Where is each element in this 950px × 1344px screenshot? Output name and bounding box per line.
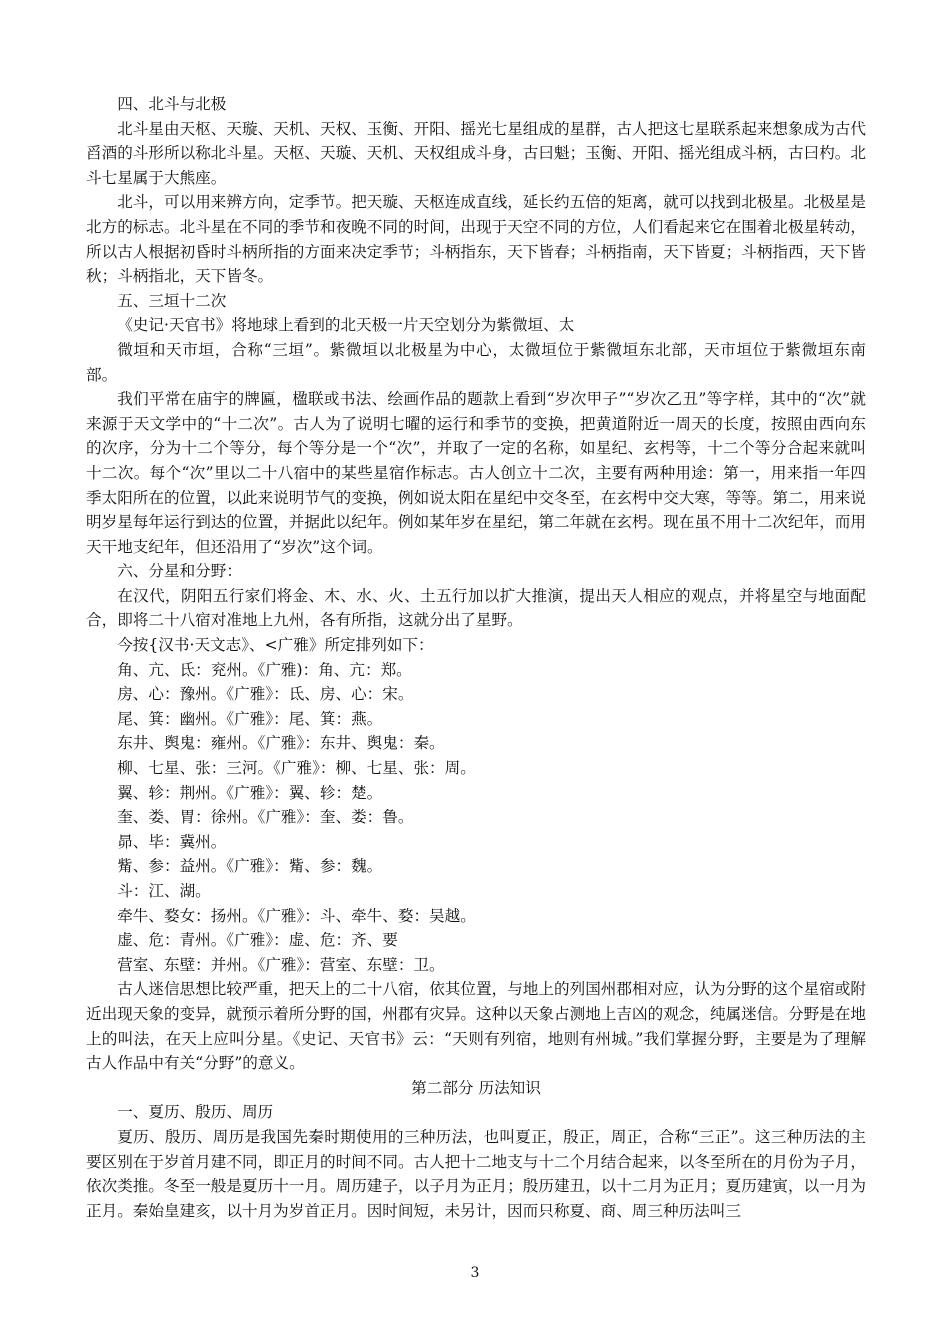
list-item: 觜、参：益州。《广雅》：觜、参：魏。 <box>117 857 383 876</box>
list-item: 尾、箕：幽州。《广雅》：尾、箕：燕。 <box>117 709 383 728</box>
section-heading: 四、北斗与北极 <box>117 95 227 113</box>
list-item: 东井、舆鬼：雍州。《广雅》：东井、舆鬼：秦。 <box>117 734 445 753</box>
paragraph: 《史记·天官书》将地球上看到的北天极一片天空划分为紫微垣、太 <box>117 316 575 335</box>
paragraph: 北斗，可以用来辨方向，定季节。把天璇、天枢连成直线，延长约五倍的矩离，就可以找到北极星。北极星是北方的标志。北斗星在不同的季节和夜晚不同的时间，出现于天空不同的方位，人们看起来它在围着北极星转动，所以古人根据初昏时斗柄所指的方面来决定季节；斗柄指东，天下皆春；斗柄指南，天下皆夏；斗柄指西，天下皆秋；斗柄指北，天下皆冬。 <box>86 193 866 286</box>
paragraph: 夏历、殷历、周历是我国先秦时期使用的三种历法，也叫夏正，殷正，周正，合称“三正”。这三种历法的主要区别在于岁首月建不同，即正月的时间不同。古人把十二地支与十二个月结合起来，以冬至所在的月份为子月，依次类推。冬至一般是夏历十一月。周历建子，以子月为正月；殷历建丑，以十二月为正月；夏历建寅，以一月为正月。秦始皇建亥，以十月为岁首正月。因时间短，未另计，因而只称夏、商、周三种历法叫三 <box>86 1127 866 1220</box>
page-number: 3 <box>470 1265 480 1281</box>
list-item: 斗：江、湖。 <box>117 882 211 900</box>
list-item: 柳、七星、张：三河。《广雅》：柳、七星、张：周。 <box>117 759 476 778</box>
list-item: 奎、娄、胃：徐州。《广雅》：奎、娄：鲁。 <box>117 808 414 827</box>
list-item: 虚、危：青州。《广雅》：虚、危：齐、要 <box>117 931 398 950</box>
paragraph: 北斗星由天枢、天璇、天机、天权、玉衡、开阳、摇光七星组成的星群，古人把这七星联系起来想象成为古代舀酒的斗形所以称北斗星。天枢、天璇、天机、天权组成斗身，古曰魁；玉衡、开阳、摇光组成斗柄，古曰杓。北斗七星属于大熊座。 <box>86 119 866 187</box>
list-item: 牵牛、婺女：扬州。《广雅》：斗、牵牛、婺：吴越。 <box>117 906 476 925</box>
list-item: 角、亢、氐：兖州。《广雅)：角、亢：郑。 <box>117 660 412 679</box>
paragraph: 微垣和天市垣，合称“三垣”。紫微垣以北极星为中心，太微垣位于紫微垣东北部，天市垣位于紫微垣东南部。 <box>86 340 866 384</box>
list-item: 翼、轸：荆州。《广雅》：翼、轸：楚。 <box>117 783 383 802</box>
list-item: 营室、东壁：并州。《广雅》：营室、东壁：卫。 <box>117 955 445 974</box>
section-heading: 五、三垣十二次 <box>117 291 227 310</box>
paragraph: 我们平常在庙宇的牌匾，楹联或书法、绘画作品的题款上看到“岁次甲子”“岁次乙丑”等字样，其中的“次”就来源于天文学中的“十二次”。古人为了说明七曜的运行和季节的变换，把黄道附近一周天的长度，按照由西向东的次序，分为十二个等分，每个等分是一个“次”，并取了一定的名称，如星纪、玄枵等，十二个等分合起来就叫十二次。每个“次”里以二十八宿中的某些星宿作标志。古人创立十二次，主要有两种用途：第一，用来指一年四季太阳所在的位置，以此来说明节气的变换，例如说太阳在星纪中交冬至，在玄枵中交大寒，等等。第二，用来说明岁星每年运行到达的位置，并据此以纪年。例如某年岁在星纪，第二年就在玄枵。现在虽不用十二次纪年，而用天干地支纪年，但还沿用了“岁次”这个词。 <box>86 390 866 556</box>
list-item: 房、心：豫州。《广雅》：氐、房、心：宋。 <box>117 685 414 704</box>
paragraph: 古人迷信思想比较严重，把天上的二十八宿，依其位置，与地上的列国州郡相对应，认为分野的这个星宿或附近出现天象的变异，就预示着所分野的国，州郡有灾异。这种以天象占测地上吉凶的观念，纯属迷信。分野是在地上的叫法，在天上应叫分星。《史记、天官书》云：“天则有列宿，地则有州城。”我们掌握分野，主要是为了理解古人作品中有关“分野”的意义。 <box>86 980 866 1073</box>
part-heading: 第二部分 历法知识 <box>411 1078 541 1097</box>
paragraph: 在汉代，阴阳五行家们将金、木、水、火、土五行加以扩大推演，提出天人相应的观点，并将星空与地面配合，即将二十八宿对准地上九州，各有所指，这就分出了星野。 <box>86 586 866 630</box>
paragraph: 今按{汉书·天文志》、<广雅》所定排列如下： <box>117 636 434 655</box>
body-text <box>86 92 866 1223</box>
section-heading: 六、分星和分野： <box>117 562 242 581</box>
list-item: 昴、毕：冀州。 <box>117 832 227 851</box>
section-heading: 一、夏历、殷历、周历 <box>117 1103 274 1122</box>
